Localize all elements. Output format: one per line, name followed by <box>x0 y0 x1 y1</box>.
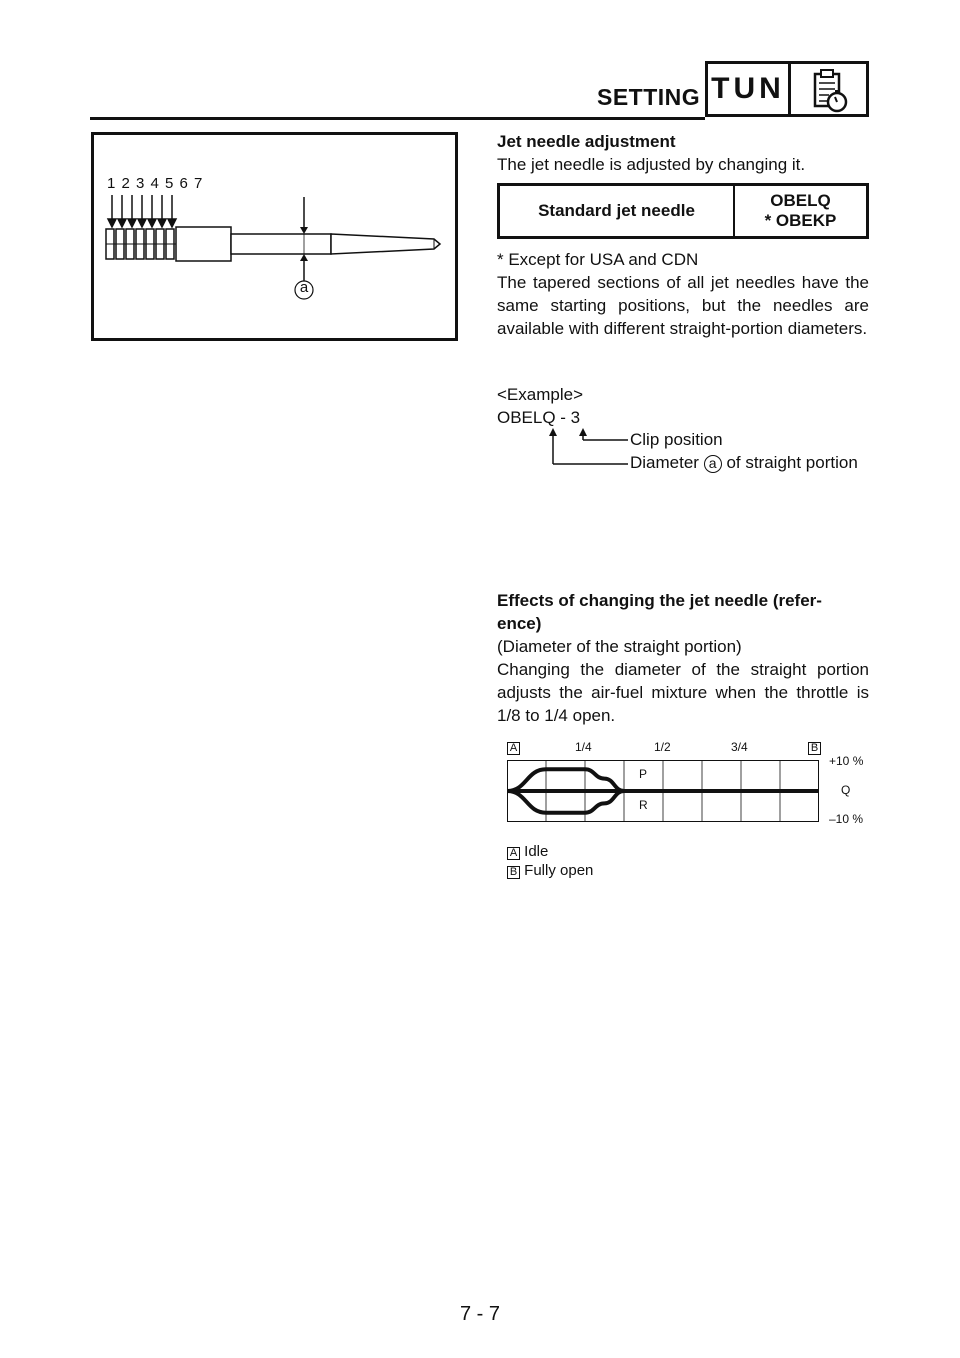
y-bottom-label: –10 % <box>829 812 864 826</box>
spec-value-1: OBELQ <box>770 191 831 210</box>
jet-needle-drawing <box>94 135 455 338</box>
effects-heading-line2: ence) <box>497 614 542 633</box>
y-mid-label: Q <box>841 783 851 797</box>
diameter-callout-badge: a <box>704 455 722 473</box>
jet-needle-paragraph: The tapered sections of all jet needles have the same starting positions, but the needles are available with different straight-portion diameters. <box>497 273 869 338</box>
jet-needle-heading: Jet needle adjustment <box>497 132 676 151</box>
chart-plot-area <box>507 760 819 822</box>
example-title: <Example> <box>497 385 583 404</box>
y-top-label: +10 % <box>829 754 864 768</box>
x-tick-label: 3/4 <box>731 740 748 754</box>
series-label-r: R <box>639 798 648 812</box>
legend-marker-a: A <box>507 847 520 860</box>
diameter-callout-a: a <box>299 279 309 296</box>
effects-heading-line1: Effects of changing the jet needle (refer- <box>497 591 822 610</box>
legend-label-fully-open: Fully open <box>524 862 594 879</box>
jet-needle-intro: The jet needle is adjusted by changing it. <box>497 155 806 174</box>
legend-label-idle: Idle <box>524 843 549 860</box>
legend-marker-b: B <box>507 866 520 879</box>
legend-idle <box>507 843 548 860</box>
diameter-label-post: of straight portion <box>726 453 858 472</box>
standard-jet-needle-table <box>497 183 869 239</box>
diameter-label <box>630 453 858 473</box>
jet-needle-figure <box>91 132 458 341</box>
effects-paragraph: Changing the diameter of the straight portion adjusts the air-fuel mixture when the throttle is 1/8 to 1/4 open. <box>497 660 869 725</box>
spec-value <box>735 186 866 236</box>
example-leader-lines <box>540 424 640 474</box>
effects-subheading: (Diameter of the straight portion) <box>497 637 742 656</box>
x-tick-label: 1/2 <box>654 740 671 754</box>
x-start-marker: A <box>507 742 520 755</box>
legend-fully-open <box>507 862 593 879</box>
chapter-code-badge: TUN <box>705 61 791 117</box>
example-code: OBELQ - 3 <box>497 408 581 427</box>
clipboard-stopwatch-icon <box>791 61 869 117</box>
clip-position-numbers: 1 2 3 4 5 6 7 <box>107 175 204 192</box>
series-label-p: P <box>639 767 648 781</box>
section-title: SETTING <box>597 84 701 110</box>
mixture-chart <box>497 730 877 830</box>
x-tick-label: 1/4 <box>575 740 592 754</box>
page-number: 7 - 7 <box>459 1303 501 1325</box>
diameter-label-pre: Diameter <box>630 453 699 472</box>
clip-position-label: Clip position <box>630 430 723 449</box>
spec-label: Standard jet needle <box>500 186 735 236</box>
spec-value-2: * OBEKP <box>764 211 837 230</box>
x-end-marker: B <box>808 742 821 755</box>
header-rule <box>90 117 705 120</box>
spec-footnote: * Except for USA and CDN <box>497 250 699 269</box>
